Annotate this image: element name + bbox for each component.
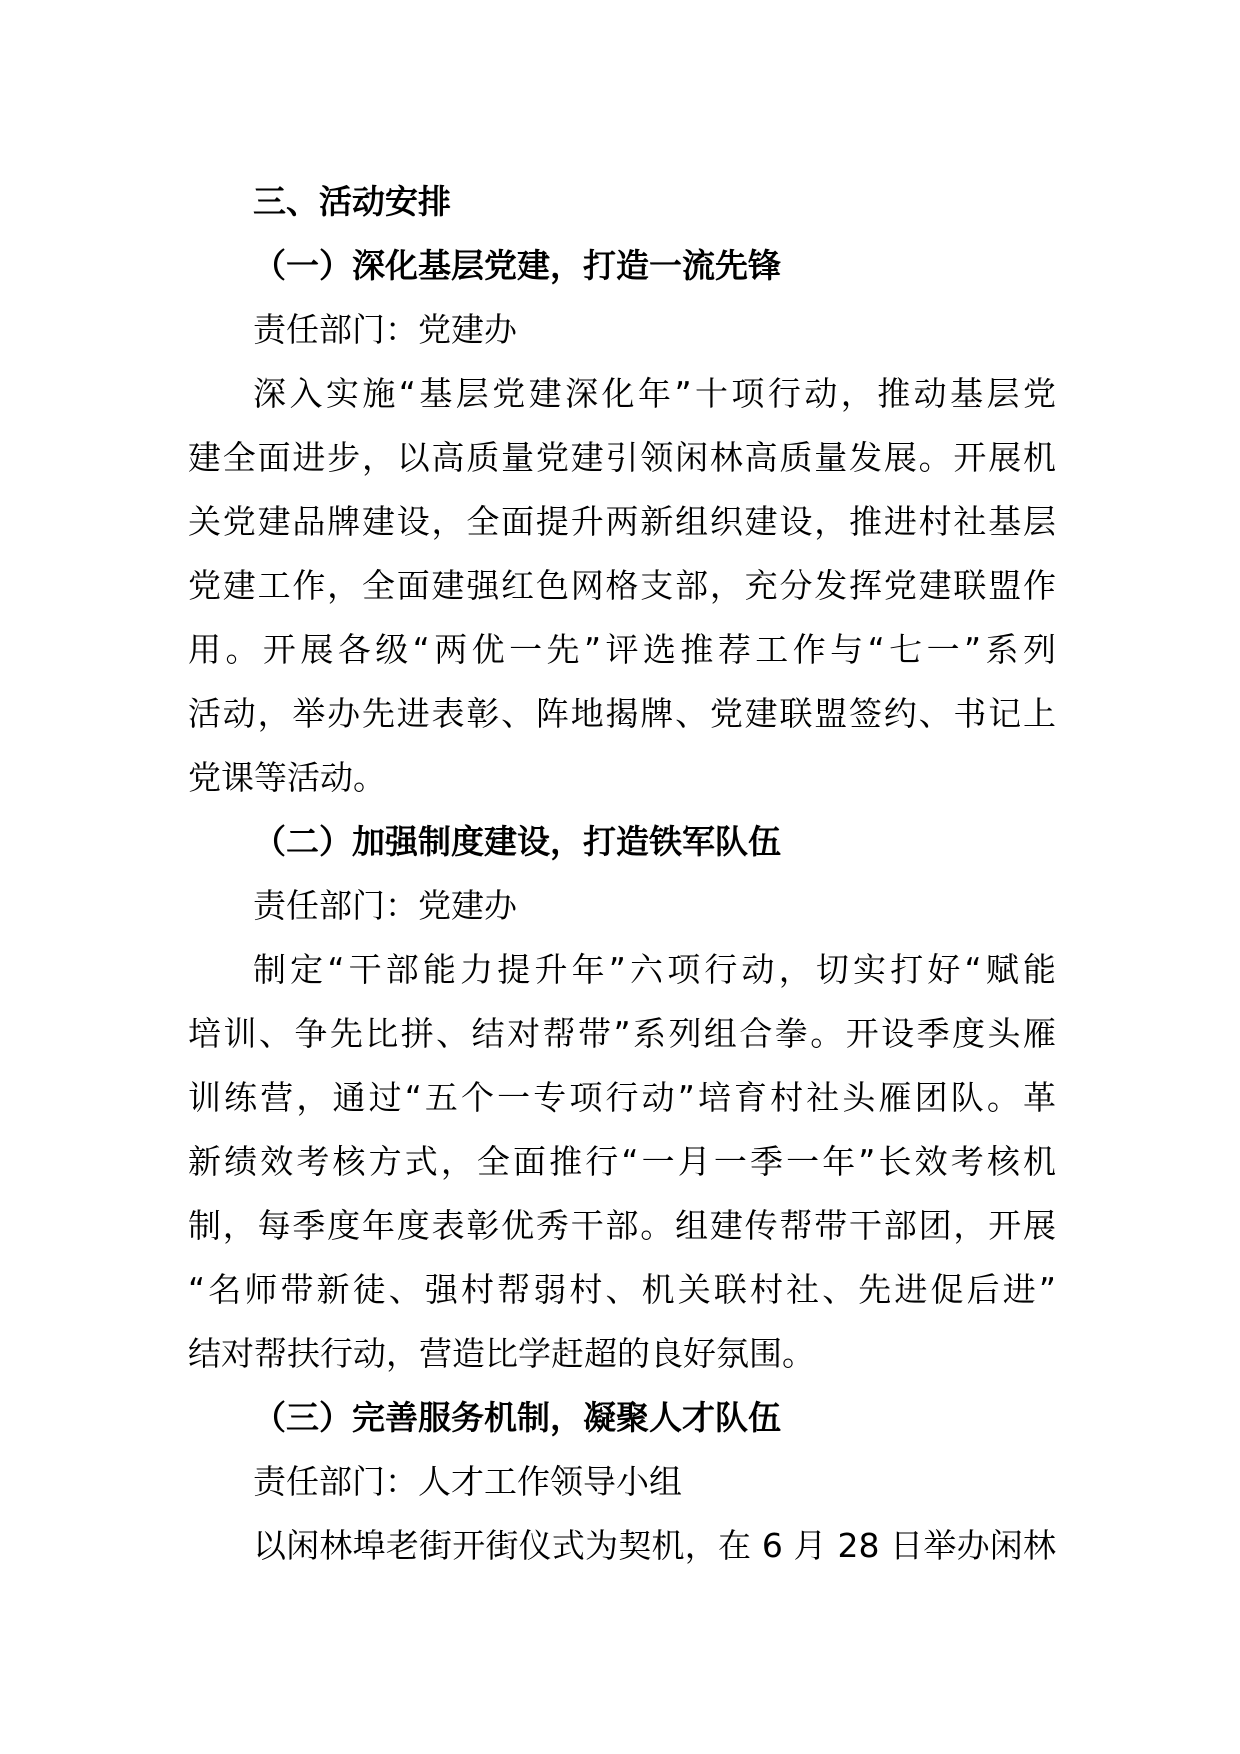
paragraph-line: “名师带新徒、强村帮弱村、机关联村社、先进促后进”: [188, 1270, 1056, 1309]
item-2-paragraph: [188, 938, 1056, 1386]
item-3-dept: 责任部门：人才工作领导小组: [253, 1462, 682, 1501]
paragraph-line: 新绩效考核方式，全面推行“一月一季一年”长效考核机: [188, 1142, 1056, 1181]
item-1-dept: 责任部门：党建办: [253, 310, 517, 349]
paragraph-line: 用。开展各级“两优一先”评选推荐工作与“七一”系列: [188, 630, 1056, 669]
paragraph-line: 制定“干部能力提升年”六项行动，切实打好“赋能: [253, 950, 1056, 989]
paragraph-line: 建全面进步，以高质量党建引领闲林高质量发展。开展机: [188, 438, 1056, 477]
paragraph-line: 党建工作，全面建强红色网格支部，充分发挥党建联盟作: [188, 566, 1056, 605]
item-1-heading: （一）深化基层党建，打造一流先锋: [253, 246, 781, 285]
item-2-heading: （二）加强制度建设，打造铁军队伍: [253, 822, 781, 861]
item-2-dept: 责任部门：党建办: [253, 886, 517, 925]
item-3-paragraph: [188, 1514, 1056, 1578]
paragraph-line: 培训、争先比拼、结对帮带”系列组合拳。开设季度头雁: [188, 1014, 1056, 1053]
paragraph-line: 党课等活动。: [188, 758, 386, 797]
paragraph-line: 深入实施“基层党建深化年”十项行动，推动基层党: [253, 374, 1056, 413]
section-title: 三、活动安排: [253, 182, 451, 221]
paragraph-line: 结对帮扶行动，营造比学赶超的良好氛围。: [188, 1334, 815, 1373]
paragraph-line: 制，每季度年度表彰优秀干部。组建传帮带干部团，开展: [188, 1206, 1056, 1245]
document-page: [188, 170, 1056, 1578]
paragraph-line: 以闲林埠老街开街仪式为契机，在 6 月 28 日举办闲林: [253, 1526, 1056, 1565]
paragraph-line: 活动，举办先进表彰、阵地揭牌、党建联盟签约、书记上: [188, 694, 1056, 733]
item-1-paragraph: [188, 362, 1056, 810]
paragraph-line: 关党建品牌建设，全面提升两新组织建设，推进村社基层: [188, 502, 1056, 541]
paragraph-line: 训练营，通过“五个一专项行动”培育村社头雁团队。革: [188, 1078, 1056, 1117]
item-3-heading: （三）完善服务机制，凝聚人才队伍: [253, 1398, 781, 1437]
